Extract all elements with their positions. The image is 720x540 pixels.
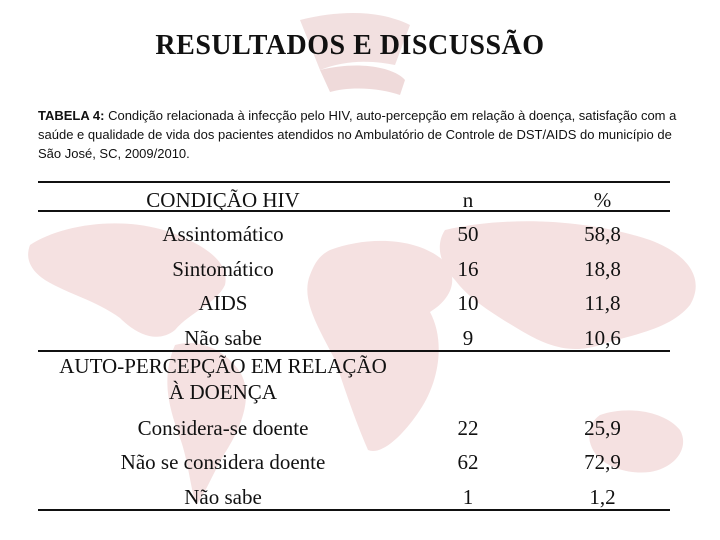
section-header-auto-percepcao-line2: À DOENÇA [169, 380, 277, 404]
table-row-pct: 18,8 [584, 257, 621, 281]
table-row-label: AIDS [198, 291, 248, 315]
table-row-label: Não sabe [184, 485, 262, 509]
header-percent: % [593, 188, 612, 212]
page-title: RESULTADOS E DISCUSSÃO [155, 30, 545, 61]
table-row-pct: 1,2 [589, 485, 616, 509]
table-row-pct: 58,8 [584, 222, 621, 246]
table-row-label: Considera-se doente [137, 416, 309, 440]
header-bottom-rule [38, 210, 670, 212]
caption-text: Condição relacionada à infecção pelo HIV, auto-percepção em relação à doença, satisfação com a saúde e qualidade de vida dos pacientes atendidos no Ambulatório de Controle de DST/AIDS do município de São José, SC, 2009/2010. [38, 108, 677, 161]
table-top-rule [38, 181, 670, 183]
table-row-n: 9 [462, 326, 474, 350]
table-row-pct: 10,6 [584, 326, 621, 350]
table-row-label: Assintomático [162, 222, 284, 246]
table-row-pct: 25,9 [584, 416, 621, 440]
table-row-label: Sintomático [172, 257, 274, 281]
table-row-pct: 72,9 [584, 450, 621, 474]
table-row-n: 22 [457, 416, 479, 440]
table-row-n: 50 [457, 222, 479, 246]
section-divider-rule [38, 350, 670, 352]
table-bottom-rule [38, 509, 670, 511]
table-caption [38, 106, 688, 163]
header-condicao-hiv: CONDIÇÃO HIV [146, 188, 300, 212]
table-row-pct: 11,8 [584, 291, 621, 315]
header-n: n [462, 188, 474, 212]
caption-prefix: TABELA 4: [38, 108, 105, 123]
table-row-label: Não sabe [184, 326, 262, 350]
table-row-n: 10 [457, 291, 479, 315]
table-row-n: 62 [457, 450, 479, 474]
table-row-n: 1 [462, 485, 474, 509]
table-row-label: Não se considera doente [120, 450, 326, 474]
table-row-n: 16 [457, 257, 479, 281]
section-header-auto-percepcao: AUTO-PERCEPÇÃO EM RELAÇÃO [59, 354, 387, 378]
